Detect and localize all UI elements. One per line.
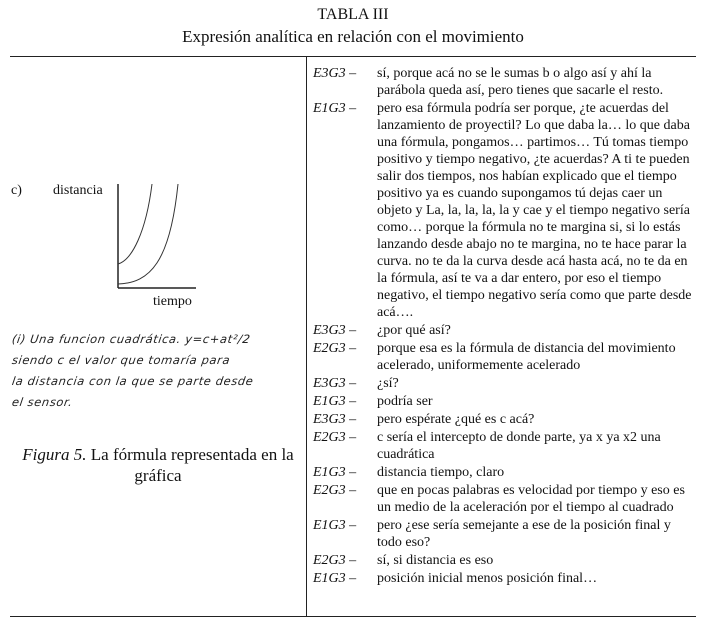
speaker-code: E1G3 – <box>313 394 357 409</box>
bottom-rule <box>10 616 696 617</box>
figure-caption <box>10 444 306 486</box>
speaker-code: E3G3 – <box>313 323 357 338</box>
utterance: ¿por qué así? <box>377 323 451 338</box>
y-axis-label: distancia <box>53 183 103 198</box>
table-title: Expresión analítica en relación con el movimiento <box>182 27 524 46</box>
table-number: TABLA III <box>317 6 389 23</box>
utterance: sí, si distancia es eso <box>377 553 494 568</box>
item-label: c) <box>11 183 22 198</box>
utterance: ¿sí? <box>377 376 399 391</box>
dialogue-entry <box>313 517 697 551</box>
distance-time-graph <box>110 182 200 292</box>
utterance: porque esa es la fórmula de distancia del movimiento acelerado, uniformemente acelerado <box>377 341 676 373</box>
utterance: que en pocas palabras es velocidad por tiempo y eso es un medio de la aceleración por el tiempo al cuadrado <box>377 483 685 515</box>
speaker-code: E3G3 – <box>313 412 357 427</box>
speaker-code: E1G3 – <box>313 465 357 480</box>
dialogue-entry <box>313 482 697 516</box>
dialogue-entry <box>313 65 697 99</box>
dialogue-entry <box>313 411 697 428</box>
speaker-code: E1G3 – <box>313 101 357 116</box>
speaker-code: E2G3 – <box>313 341 357 356</box>
utterance: podría ser <box>377 394 433 409</box>
dialogue-entry <box>313 375 697 392</box>
speaker-code: E3G3 – <box>313 66 357 81</box>
utterance: posición inicial menos posición final… <box>377 571 598 586</box>
dialogue-entry <box>313 429 697 463</box>
parabola-curve-lower <box>118 184 178 284</box>
dialogue-entry <box>313 340 697 374</box>
x-axis-label: tiempo <box>153 294 192 309</box>
handwritten-line: siendo c el valor que tomaría para <box>11 353 232 367</box>
dialogue-entry <box>313 322 697 339</box>
utterance: distancia tiempo, claro <box>377 465 505 480</box>
speaker-code: E1G3 – <box>313 571 357 586</box>
dialogue-entry <box>313 464 697 481</box>
utterance: sí, porque acá no se le sumas b o algo así y ahí la parábola queda así, pero tienes que sacarle el resto. <box>377 66 664 98</box>
dialogue-entry <box>313 100 697 321</box>
handwritten-line: la distancia con la que se parte desde <box>11 374 255 388</box>
utterance: pero espérate ¿qué es c acá? <box>377 412 535 427</box>
caption-text: La fórmula representada en la gráfica <box>90 445 294 485</box>
caption-label: Figura 5. <box>22 445 87 464</box>
handwritten-line: (i) Una funcion cuadrática. y=c+at²/2 <box>11 332 252 346</box>
speaker-code: E2G3 – <box>313 553 357 568</box>
dialogue-entry <box>313 552 697 569</box>
column-divider <box>306 57 307 616</box>
utterance: pero esa fórmula podría ser porque, ¿te acuerdas del lanzamiento de proyectil? Lo que daba la… lo que daba una fórmula, pongamos… partimos… Tú tomas tiempo positivo y tiempo negativo, ¿te acuerdas? A ti te pueden salir dos tiempos, nos habían explicado que el tiempo positivo ya es cuando supongamos tú dejas caer un objeto y La, la, la, la, la y cae y el tiempo negativo sería como… porque la fórmula no te margina si, si lo estás lanzando desde abajo no te margina, no te hace parar la curva. no te da la curva desde acá hasta acá, no te da en la fórmula, así te va a dar entero, por eso el tiempo negativo, el tiempo negativo sería como que parte desde acá…. <box>377 101 692 320</box>
dialogue-column <box>313 65 697 588</box>
speaker-code: E1G3 – <box>313 518 357 533</box>
top-rule <box>10 56 696 57</box>
handwritten-note <box>10 323 306 413</box>
speaker-code: E2G3 – <box>313 430 357 445</box>
handwritten-line: el sensor. <box>11 395 74 409</box>
utterance: pero ¿ese sería semejante a ese de la posición final y todo eso? <box>377 518 671 550</box>
speaker-code: E2G3 – <box>313 483 357 498</box>
dialogue-entry <box>313 570 697 587</box>
utterance: c sería el intercepto de donde parte, ya x ya x2 una cuadrática <box>377 430 661 462</box>
parabola-curve-upper <box>118 184 152 264</box>
dialogue-entry <box>313 393 697 410</box>
figure-column <box>10 58 306 616</box>
speaker-code: E3G3 – <box>313 376 357 391</box>
